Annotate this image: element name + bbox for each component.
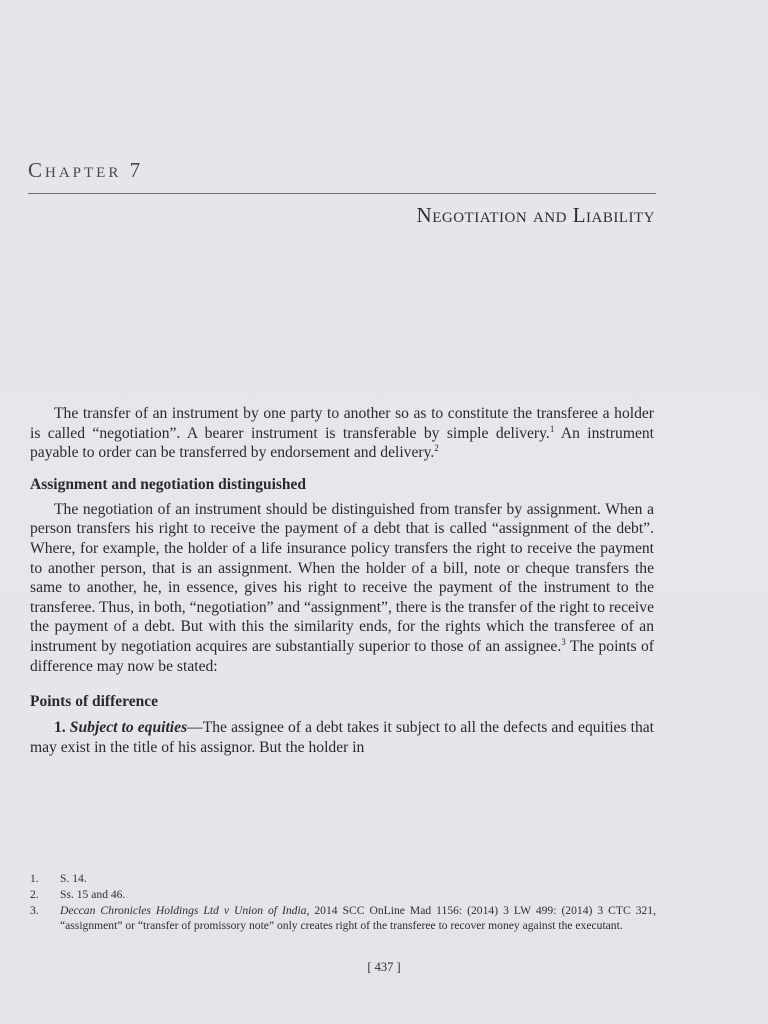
footnote-3 — [30, 903, 656, 935]
chapter-title: Negotiation and Liability — [416, 203, 655, 227]
assignment-paragraph — [30, 500, 654, 676]
chapter-label: Chapter 7 — [28, 158, 144, 182]
section-heading-points: Points of difference — [30, 693, 158, 711]
footnote-ref-3: 3 — [561, 636, 566, 647]
assignment-text-b: The points of difference may now be stated: — [30, 637, 654, 675]
footnote-text — [60, 903, 656, 935]
intro-text-b: An instrument payable to order can be transferred by endorsement and delivery. — [30, 424, 654, 462]
section-heading-assignment: Assignment and negotiation distinguished — [30, 475, 307, 493]
footnote-ref-2: 2 — [434, 443, 439, 453]
page-number: [ 437 ] — [367, 960, 401, 974]
footnote-number: 3. — [30, 903, 39, 917]
footnote-case-name: Deccan Chronicles Holdings Ltd v Union of India — [60, 903, 307, 917]
intro-paragraph — [30, 404, 654, 463]
footnote-text: Ss. 15 and 46. — [60, 887, 126, 901]
footnotes — [30, 871, 656, 934]
chapter-divider — [28, 193, 656, 194]
assignment-text-a: The negotiation of an instrument should be distinguished from transfer by assignment. When a person transfers his right to receive the payment of a debt that is called “assignment of the debt”. Where, for example, the holder of a life insurance policy transfers the right to receive the payment to another person, that is an assignment. When the holder of a bill, note or cheque transfers the same to another, he, in essence, gives his right to receive the payment of the instrument to the transferee. Thus, in both, “negotiation” and “assignment”, there is the transfer of the right to receive the payment of a debt. But with this the similarity ends, for the rights which the transferee of an instrument by negotiation acquires are substantially superior to those of an assignee. — [30, 500, 654, 655]
footnote-2 — [30, 887, 656, 903]
footnote-1 — [30, 871, 656, 887]
point-1-text: —The assignee of a debt takes it subject to all the defects and equities that may exist in the title of his assignor. But the holder in — [30, 719, 655, 756]
chapter-body — [30, 404, 654, 757]
point-1-title: Subject to equities — [69, 719, 188, 737]
point-1-paragraph — [30, 718, 654, 757]
footnote-citation: , 2014 SCC OnLine Mad 1156: (2014) 3 LW 499: (2014) 3 CTC 321, “assignment” or “transfer of promissory note” only creates right of the transferee to recover money against the executant. — [60, 903, 656, 933]
footnote-number: 2. — [30, 887, 39, 901]
footnote-text: S. 14. — [60, 872, 87, 885]
point-1-number: 1. — [54, 719, 70, 737]
intro-text-a: The transfer of an instrument by one party to another so as to constitute the transferee a holder is called “negotiation”. A bearer instrument is transferable by simple delivery. — [30, 405, 654, 442]
footnote-number: 1. — [30, 872, 39, 885]
footnote-ref-1: 1 — [549, 423, 555, 434]
